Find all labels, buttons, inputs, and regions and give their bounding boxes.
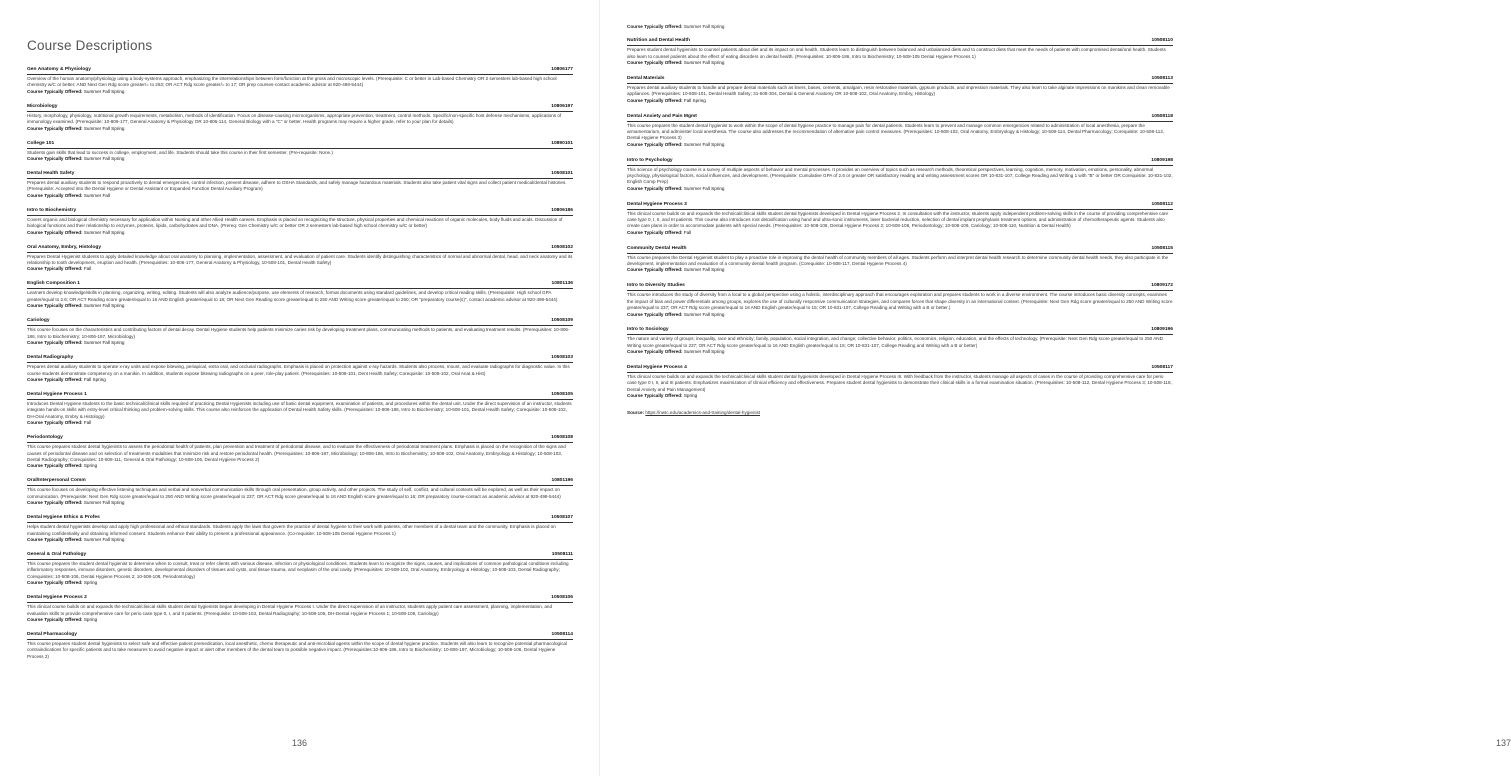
course-entry xyxy=(627,114,1173,149)
offered-label: Course Typically Offered: xyxy=(627,349,683,355)
course-entry xyxy=(27,552,573,587)
offered-value: Spring xyxy=(683,393,698,399)
page-number-left: 136 xyxy=(292,738,308,748)
course-description: This course prepares the student dental hygienist to work within the scope of dental hygiene practice to manage pain for dental patients. Students learn to prevent and manage common emergencies related to administration of local anesthesia, prepare the armamentarium, and administer local anesthesia. The course also addresses the recommendation of alternative pain control measures. (Prerequisites: 10-508-102, Oral Anatomy, Embryology & Histology; 10-508-114, Dental Pharmacology; Corequisite: 10-508-112, Dental Hygiene Process 3) xyxy=(627,122,1165,141)
course-code: 10508115 xyxy=(1151,245,1173,251)
course-title: Intro to Diversity Studies xyxy=(627,283,685,289)
course-offered xyxy=(27,580,573,586)
course-description: Prepares dental auxiliary students to respond proactively to dental emergencies, control infection, prevent disease, adhere to OSHA Standards, and safely manage hazardous materials. Students also take patient vital signs and collect patient medical/dental histories. (Prerequisite: Accepted into the Dental Hygiene or Dental Assistant or Expanded Function Dental Auxiliary Program) xyxy=(27,180,567,192)
offered-label: Course Typically Offered: xyxy=(27,125,83,131)
offered-value: Spring xyxy=(83,617,98,622)
course-code: 10806197 xyxy=(551,103,573,109)
offered-label: Course Typically Offered: xyxy=(627,185,683,191)
course-code: 10508105 xyxy=(551,391,573,397)
course-offered xyxy=(627,186,1173,192)
offered-value: Summer Fall Spring xyxy=(83,156,125,162)
course-code: 10890101 xyxy=(551,140,573,146)
offered-label: Course Typically Offered: xyxy=(27,340,83,346)
course-code: 10508102 xyxy=(551,244,573,250)
course-description: This course focuses on developing effective listening techniques and verbal and nonverbal communication skills through oral presentation, group activity, and other projects. The study of self, conflict, and cultural contexts will be explored, as well as their impact on communication. (Prerequisite: Next Gen Rdg score greater/equal to 250 AND Writing score greater/equal to 237; OR ACT Rdg score greater/equal to 16 AND English score greater/equal to 16; OR preparatory course-contact an academic advisor at 920-498-5444) xyxy=(27,487,561,499)
course-offered xyxy=(27,156,573,162)
offered-label: Course Typically Offered: xyxy=(627,393,683,399)
course-code: 10809172 xyxy=(1151,283,1173,289)
course-entry xyxy=(27,318,573,346)
course-code: 10806186 xyxy=(551,207,573,213)
course-description: Prepares dental auxiliary students to operate x-ray units and expose bitewing, periapical, extra oral, and occlusal radiographs. Emphasis is placed on protection against x-ray hazards. Students also process, mount, and evaluate radiographs for diagnostic value. In this course students demonstrate competency on a manikin. In addition, students expose bitewing radiographs on a peer, role-play patient. (Prerequisites: 10-508-101, Dent Health Safety; Corequisite: 10-508-102, Oral Anat & Hist) xyxy=(27,364,570,376)
offered-value: Summer Fall Spring xyxy=(83,88,125,94)
course-entry xyxy=(627,283,1173,318)
course-header xyxy=(27,595,573,603)
course-title: Dental Radiography xyxy=(27,355,74,361)
course-entry xyxy=(27,104,573,132)
course-code: 10508117 xyxy=(1151,364,1173,370)
course-entry xyxy=(27,478,573,506)
course-offered xyxy=(27,537,573,543)
course-title: Intro to Psychology xyxy=(627,157,673,163)
offered-label: Course Typically Offered: xyxy=(27,192,83,198)
course-description: This clinical course builds on and expands the technical/clinical skills student dental hygienists developed in Dental Hygiene Process III. With feedback from the instructor, students manage all aspects of cases in the course of providing comprehensive care for perio case type 0 I, II, and III patients. Emphasizes maximization of clinical efficiency and effectiveness. Prepares student dental hygienists to demonstrate their clinical skills in a formal examination situation. (Prerequisites: 10-508-112, Dental Hygiene Process 3; 10-508-118, Dental Anxiety and Pain Management) xyxy=(627,373,1172,392)
course-entry xyxy=(627,246,1173,274)
offered-label: Course Typically Offered: xyxy=(627,24,683,29)
course-title: Dental Hygiene Process 4 xyxy=(627,364,687,370)
offered-label: Course Typically Offered: xyxy=(627,60,683,66)
offered-label: Course Typically Offered: xyxy=(627,97,683,103)
offered-value: Summer Fall Spring xyxy=(83,125,125,131)
offered-label: Course Typically Offered: xyxy=(627,267,683,273)
course-offered xyxy=(27,377,573,383)
course-offered xyxy=(27,340,573,346)
course-header xyxy=(627,365,1173,373)
offered-label: Course Typically Offered: xyxy=(627,141,683,147)
offered-value: Summer Fall Spring xyxy=(83,500,125,506)
page-number-right: 137 xyxy=(1496,738,1511,748)
course-header xyxy=(627,158,1173,166)
course-header xyxy=(27,392,573,400)
course-description: Prepares student dental hygienists to counsel patients about diet and its impact on oral health. Students learn to distinguish between balanced and unbalanced diets and to construct diets that meet the needs of patients with compromised dental/oral health. Students also learn to counsel patients about the effect of eating disorders on dental health. (Prerequisites: 10-806-186, Intro to Biochemistry; 10-508-105 Dental Hygiene Process 1) xyxy=(627,47,1166,59)
course-description: Helps student dental hygienists develop and apply high professional and ethical standards. Students apply the laws that govern the practice of dental hygiene to their work with patients, other members of a dental team and the community. Emphasis is placed on maintaining confidentiality and obtaining informed consent. Students enhance their ability to present a professional appearance. (Co-requisite: 10-508-105 Dental Hygiene Process 1) xyxy=(27,524,556,536)
offered-value: Summer Fall Spring xyxy=(83,340,125,346)
course-code: 10508118 xyxy=(1151,113,1173,119)
course-title: Cariology xyxy=(27,318,50,324)
course-header xyxy=(627,38,1173,46)
course-description: The nature and variety of groups; inequality, race and ethnicity; family, population, social integration, and change; collective behavior, politics, economics, religion, education, and the effects of technology. (Prerequisite: Next Gen Rdg score greater/equal to 250 AND Writing score greater/equal to 237; OR ACT Rdg score greater/equal to 16 AND English greater/equal to 15; OR 10-831-107, College Reading and Writing with a B or better) xyxy=(627,336,1163,348)
course-title: College 101 xyxy=(27,140,55,146)
course-header xyxy=(627,246,1173,254)
offered-value: Fall Spring xyxy=(83,376,106,382)
course-title: Intro to Biochemistry xyxy=(27,207,77,213)
course-code: 10508114 xyxy=(551,632,573,637)
source-label: Source: xyxy=(627,409,645,415)
course-header xyxy=(27,171,573,179)
offered-value: Fall xyxy=(83,420,92,426)
course-code: 10508103 xyxy=(551,355,573,361)
course-description: This clinical course builds on and expands the technical/clinical skills student dental hygienists developed in Dental Hygiene Process 2. In consultation with the instructor, students apply independent problem-solving skills in the course of providing comprehensive care case type 0, I, II, and III patients. This course also introduces root detoxification using hand and ultra-sonic instruments, laser bacterial reduction, selection of dental implant prophylaxis treatment options, and administration of chemotherapeutic agents. Students also create care plans in order to accommodate patients with special needs. (Prerequisites: 10-508-106, Dental Hygiene Process 2; 10-508-108, Periodontology; 10-508-109, Cariology; 10-508-110, Nutrition & Dental Health) xyxy=(627,210,1169,229)
course-offered xyxy=(27,303,573,309)
offered-label: Course Typically Offered: xyxy=(27,617,83,622)
course-header xyxy=(27,67,573,75)
offered-value: Summer Fall xyxy=(83,192,110,198)
offered-label: Course Typically Offered: xyxy=(27,463,83,469)
offered-label: Course Typically Offered: xyxy=(627,311,683,317)
course-title: Dental Anxiety and Pain Mgmt xyxy=(627,113,697,119)
course-description: This course prepares student dental hygienists to select safe and effective patient premedication, local anesthetic, chemo therapeutic and anti-microbial agents within the scope of dental hygiene practice. Students will also learn to recognize potential pharmacological contraindications for specific patients and to take measures to avoid negative impact or alert other members of the dental team to possible negative impact. (Prerequisites:10-806-186, Intro to Biochemistry; 10-806-197, Microbiology; 10-508-106, Dental Hygiene Process 2) xyxy=(27,641,567,659)
course-entry xyxy=(627,38,1173,66)
course-title: Dental Materials xyxy=(627,76,665,82)
course-title: Oral Anatomy, Embry, Histology xyxy=(27,244,102,250)
course-code: 10508111 xyxy=(551,551,573,557)
course-header xyxy=(27,281,573,289)
course-offered xyxy=(627,98,1173,104)
offered-value: Fall xyxy=(83,266,92,272)
course-code: 10801136 xyxy=(551,281,573,287)
course-entry xyxy=(627,76,1173,104)
offered-value: Summer Fall Spring xyxy=(683,141,725,147)
course-code: 10508107 xyxy=(551,515,573,521)
offered-value: Summer Fall Spring xyxy=(83,536,125,542)
offered-label: Course Typically Offered: xyxy=(27,420,83,426)
course-title: Dental Pharmacology xyxy=(27,632,78,637)
course-entry xyxy=(627,365,1173,400)
left-course-list xyxy=(27,67,573,660)
course-offered xyxy=(27,126,573,132)
course-description: This clinical course builds on and expands the technical/clinical skills student dental hygienists began developing in Dental Hygiene Process I. Under the direct supervision of an instructor, students apply patient care assessment, planning, implementation, and evaluation skills to provide comprehensive care for perio case type 0, I, and II patients. (Prerequisite: 10-508-103, Dental Radiography; 10-508-105, DH-Dental Hygiene Process 1; 10-508-109, Cariology) xyxy=(27,604,553,616)
course-title: Intro to Sociology xyxy=(627,327,669,333)
course-title: Dental Health Safety xyxy=(27,171,75,177)
course-offered xyxy=(27,266,573,272)
course-code: 10508112 xyxy=(1151,201,1173,207)
course-entry xyxy=(27,245,573,273)
course-title: Dental Hygiene Ethics & Profes xyxy=(27,515,100,521)
course-header xyxy=(27,208,573,216)
course-entry xyxy=(27,392,573,427)
course-title: Dental Hygiene Process 3 xyxy=(627,201,687,207)
offered-value: Summer Fall Spring xyxy=(83,303,125,309)
course-title: Gen Anatomy & Physiology xyxy=(27,67,91,72)
offered-value: Spring xyxy=(83,580,98,586)
course-description: Prepares dental auxiliary students to handle and prepare dental materials such as liners, bases, cements, amalgam, resin restorative materials, gypsum products, and impression materials. They also learn to take alginate impressions on manikins and clean removable appliances. (Prerequisites: 10-508-101, Dental Health Safety; 31-508-304, Dental & General Anatomy OR 10-508-102, Oral Anatomy, Embry, Histology) xyxy=(627,85,1170,97)
course-description: Prepares Dental Hygienist students to apply detailed knowledge about oral anatomy to planning, implementation, assessment, and evaluation of patient care. Students identify distinguishing characteristics of normal and abnormal dental, head, and neck anatomy and its relationship to tooth development, eruption and health. (Prerequisites: 10-806-177, General Anatomy & Physiology, 10-508-101, Dental Health Safety) xyxy=(27,253,573,266)
course-offered xyxy=(627,142,1173,148)
course-offered xyxy=(27,89,573,95)
course-header xyxy=(627,283,1173,291)
course-description: This course focuses on the characteristics and contributing factors of dental decay. Dental Hygiene students help patients minimize caries risk by developing treatment plans, communicating methods to patients, and evaluating treatment results. (Prerequisites: 10-806-186, Intro to Biochemistry; 10-806-197, Microbiology) xyxy=(27,327,570,339)
course-code: 10809198 xyxy=(1151,157,1173,163)
course-offered xyxy=(627,393,1173,399)
course-entry xyxy=(27,67,573,95)
course-entry xyxy=(27,515,573,543)
course-entry xyxy=(627,158,1173,193)
right-course-list xyxy=(627,38,1173,399)
course-code: 10508101 xyxy=(551,171,573,177)
course-offered xyxy=(27,617,573,623)
course-header xyxy=(627,114,1173,122)
course-header xyxy=(27,355,573,363)
course-header xyxy=(627,327,1173,335)
offered-value: Summer Fall Spring xyxy=(683,267,725,273)
course-entry xyxy=(27,141,573,163)
offered-label: Course Typically Offered: xyxy=(27,303,83,309)
offered-value: Summer Fall Spring xyxy=(683,60,725,66)
course-title: English Composition 1 xyxy=(27,281,80,287)
course-description: This course prepares student dental hygienists to assess the periodontal health of patients, plan prevention and treatment of periodontal disease, and to evaluate the effectiveness of periodontal treatment plans. Emphasis is placed on the recognition of the signs and causes of periodontal disease and on selection of treatments modalities that minimize risk and restore periodontal health. (Prerequisites: 10-806-197, Microbiology; 10-806-186, Intro to Biochemistry; 10-508-102, Oral Anatomy, Embryology & Histology; 10-508-103, Dental Radiography; Corequisites: 10-508-111, General & Oral Pathology; 10-508-106, Dental Hygiene Process 2) xyxy=(27,444,566,462)
course-description: History, morphology, physiology, nutritional growth requirements, metabolism, methods of identification. Focus on disease-causing microorganisms, appropriate prevention, treatment, control methods. Specific/non-specific host defense mechanisms, applications of immunology examined. (Prerequisite: 10-806-177, General Anatomy & Physiology OR 10-806-114, General Biology with a "C" or better. Health programs may require a higher grade, refer to your plan for details) xyxy=(27,112,562,125)
course-title: General & Oral Pathology xyxy=(27,551,87,557)
course-entry xyxy=(27,208,573,236)
course-code: 10508109 xyxy=(551,318,573,324)
course-title: Periodontology xyxy=(27,435,63,441)
course-code: 10801196 xyxy=(551,478,573,484)
course-header xyxy=(27,435,573,443)
offered-value: Summer Fall Spring xyxy=(683,185,725,191)
course-header xyxy=(27,632,573,640)
course-offered xyxy=(27,193,573,199)
course-description: Covers organic and biological chemistry necessary for application within Nursing and other Allied Health careers. Emphasis is placed on recognizing the structure, physical properties and chemical reactions of organic molecules, body fluids and acids. Discussion of biological functions and their relationship to enzymes, proteins, lipids, carbohydrates and DNA. (Prereq: Gen Chemistry w/C or better OR 2 semesters lab-based high school chemistry w/C or better) xyxy=(27,216,563,229)
course-offered xyxy=(627,267,1173,273)
course-header xyxy=(627,76,1173,84)
course-description: Students gain skills that lead to success in college, employment, and life. Students should take this course in their first semester. (Pre-requisite: None.) xyxy=(27,149,333,155)
course-header xyxy=(27,141,573,149)
continued-offered xyxy=(627,24,1173,30)
offered-value: Spring xyxy=(83,463,98,469)
course-description: Overview of the human anatomy/physiology using a body-systems approach, emphasizing the interrelationships between form/function at the gross and microscopic levels. (Prerequisite: C or better in Lab-based Chemistry OR 2 semesters lab-based high school chemistry w/C or better; AND Next Gen Rdg score greater/= to 263; OR ACT Rdg score greater/= to 17; OR prep courses-contact academic advisor at 920-498-5444) xyxy=(27,76,557,88)
offered-label: Course Typically Offered: xyxy=(27,376,83,382)
course-description: This science of psychology course is a survey of multiple aspects of behavior and mental processes. It provides an overview of topics such as research methods, theoretical perspectives, learning, cognition, memory, motivation, emotions, personality, abnormal psychology, physiological factors, social influences, and development. (Prerequisite: Cumulative GPA of 2.6 or greater OR satisfactory reading and writing assessment scores OR 10-831-107, College Reading and Writing 1 with "B" or better OR Corequisite: 10-831-102, English Comp Prep) xyxy=(627,166,1173,185)
offered-label: Course Typically Offered: xyxy=(27,580,83,586)
course-code: 10806177 xyxy=(551,67,573,72)
course-title: Nutrition and Dental Health xyxy=(627,38,691,44)
course-offered xyxy=(27,500,573,506)
course-header xyxy=(27,245,573,253)
course-header xyxy=(627,202,1173,210)
course-code: 10508106 xyxy=(551,595,573,601)
course-offered xyxy=(627,230,1173,236)
course-title: Dental Hygiene Process 2 xyxy=(27,595,87,601)
course-entry xyxy=(27,595,573,623)
source-link[interactable]: https://nwtc.edu/academics-and-training/dental-hygienist xyxy=(645,409,761,415)
course-header xyxy=(27,552,573,560)
course-offered xyxy=(627,60,1173,66)
offered-value: Summer Fall Spring xyxy=(683,349,725,355)
right-page xyxy=(600,0,1511,776)
course-offered xyxy=(27,230,573,236)
offered-value: Fall xyxy=(683,229,692,235)
course-code: 10508113 xyxy=(1151,76,1173,82)
course-offered xyxy=(27,463,573,469)
course-title: Community Dental Health xyxy=(627,245,687,251)
left-page xyxy=(0,0,600,776)
source-line xyxy=(627,410,1173,415)
course-header xyxy=(27,515,573,523)
offered-value: Summer Fall Spring xyxy=(683,24,725,29)
course-title: Dental Hygiene Process 1 xyxy=(27,391,87,397)
offered-label: Course Typically Offered: xyxy=(27,88,83,94)
offered-value: Summer Fall Spring xyxy=(683,311,725,317)
course-description: Learners develop knowledge/skills in planning, organizing, writing, editing. Students will also analyze audience/purpose, use elements of research, format documents using standard guidelines, and develop critical reading skills. (Prerequisite: High school GPA greater/equal to 2.6; OR ACT Reading score greater/equal to 16 AND English greater/equal to 18; OR Next Gen Reading score greater/equal to 250 AND Writing score greater/equal to 260; OR "preparatory course(s)", contact academic advisor at 920-498-5444) xyxy=(27,290,558,302)
course-entry xyxy=(627,202,1173,237)
offered-label: Course Typically Offered: xyxy=(627,229,683,235)
course-offered xyxy=(27,420,573,426)
course-entry xyxy=(27,435,573,470)
course-entry xyxy=(27,171,573,199)
course-code: 10809196 xyxy=(1151,327,1173,333)
course-code: 10508110 xyxy=(1151,38,1173,44)
offered-label: Course Typically Offered: xyxy=(27,266,83,272)
course-title: Oral/Interpersonal Comm xyxy=(27,478,86,484)
course-entry xyxy=(27,355,573,383)
offered-label: Course Typically Offered: xyxy=(27,500,83,506)
offered-value: Fall Spring xyxy=(683,97,706,103)
course-entry xyxy=(627,327,1173,355)
course-header xyxy=(27,478,573,486)
course-header xyxy=(27,104,573,112)
course-title: Microbiology xyxy=(27,103,58,109)
offered-label: Course Typically Offered: xyxy=(27,536,83,542)
course-entry xyxy=(27,632,573,660)
course-offered xyxy=(627,349,1173,355)
course-description: Introduces Dental Hygiene students to the basic technical/clinical skills required of practicing Dental Hygienists including use of basic dental equipment, examination of patients, and procedures within the dental unit. Under the direct supervision of an instructor, students integrate hands-on skills with entry-level critical thinking and problem-solving skills. This course also reinforces the application of Dental Health Safety skills. (Prerequisites: 10-806-186, Intro to Biochemistry; 10-508-101, Dental Health Safety; Corequisite: 10-508-102, DH-Oral Anatomy, Embry & Histology) xyxy=(27,400,572,419)
course-offered xyxy=(627,312,1173,318)
offered-label: Course Typically Offered: xyxy=(27,229,83,235)
course-description: This course introduces the study of diversity from a local to a global perspective using a holistic, interdisciplinary approach that encourages exploration and prepares students to work in a diverse environment. The course introduces basic diversity concepts, examines the impact of bias and power differentials among groups, explores the use of culturally responsive communication strategies, and compares forces that shape diversity in an international context. (Prerequisite: Next Gen Rdg score greater/equal to 250 AND Writing score greater/equal to 237; OR ACT Rdg score greater/equal to 16 AND English greater/equal to 15; OR 10-831-107, College Reading and Writing with a B or better.) xyxy=(627,292,1173,311)
offered-value: Summer Fall Spring xyxy=(83,229,125,235)
course-entry xyxy=(27,281,573,309)
course-header xyxy=(27,318,573,326)
page-heading: Course Descriptions xyxy=(27,38,153,53)
course-code: 10508108 xyxy=(551,435,573,441)
offered-label: Course Typically Offered: xyxy=(27,156,83,162)
course-description: This course prepares the student dental hygienist to determine when to consult, treat or refer clients with various disease, infection or physiological conditions. Students learn to recognize the signs, causes, and implications of common pathological conditions including inflammatory responses, immune disorders, genetic disorders, developmental disorders of tissues and cysts, oral tissue trauma, and neoplasm of the oral cavity. (Prerequisites: 10-508-102, Oral Anatomy, Embryology & Histology; 10-508-103, Dental Radiography; Corequisites: 10-508-106, Dental Hygiene Process 2; 10-508-108, Periodontology) xyxy=(27,560,569,579)
course-description: This course prepares the Dental Hygienist student to play a proactive role in improving the dental health of community members of all ages. Students perform and interpret dental health research to determine community dental health needs, they also participate in the development, implementation and evaluation of a community dental health program. (Corequisite: 10-508-117, Dental Hygiene Process 4) xyxy=(627,254,1169,267)
